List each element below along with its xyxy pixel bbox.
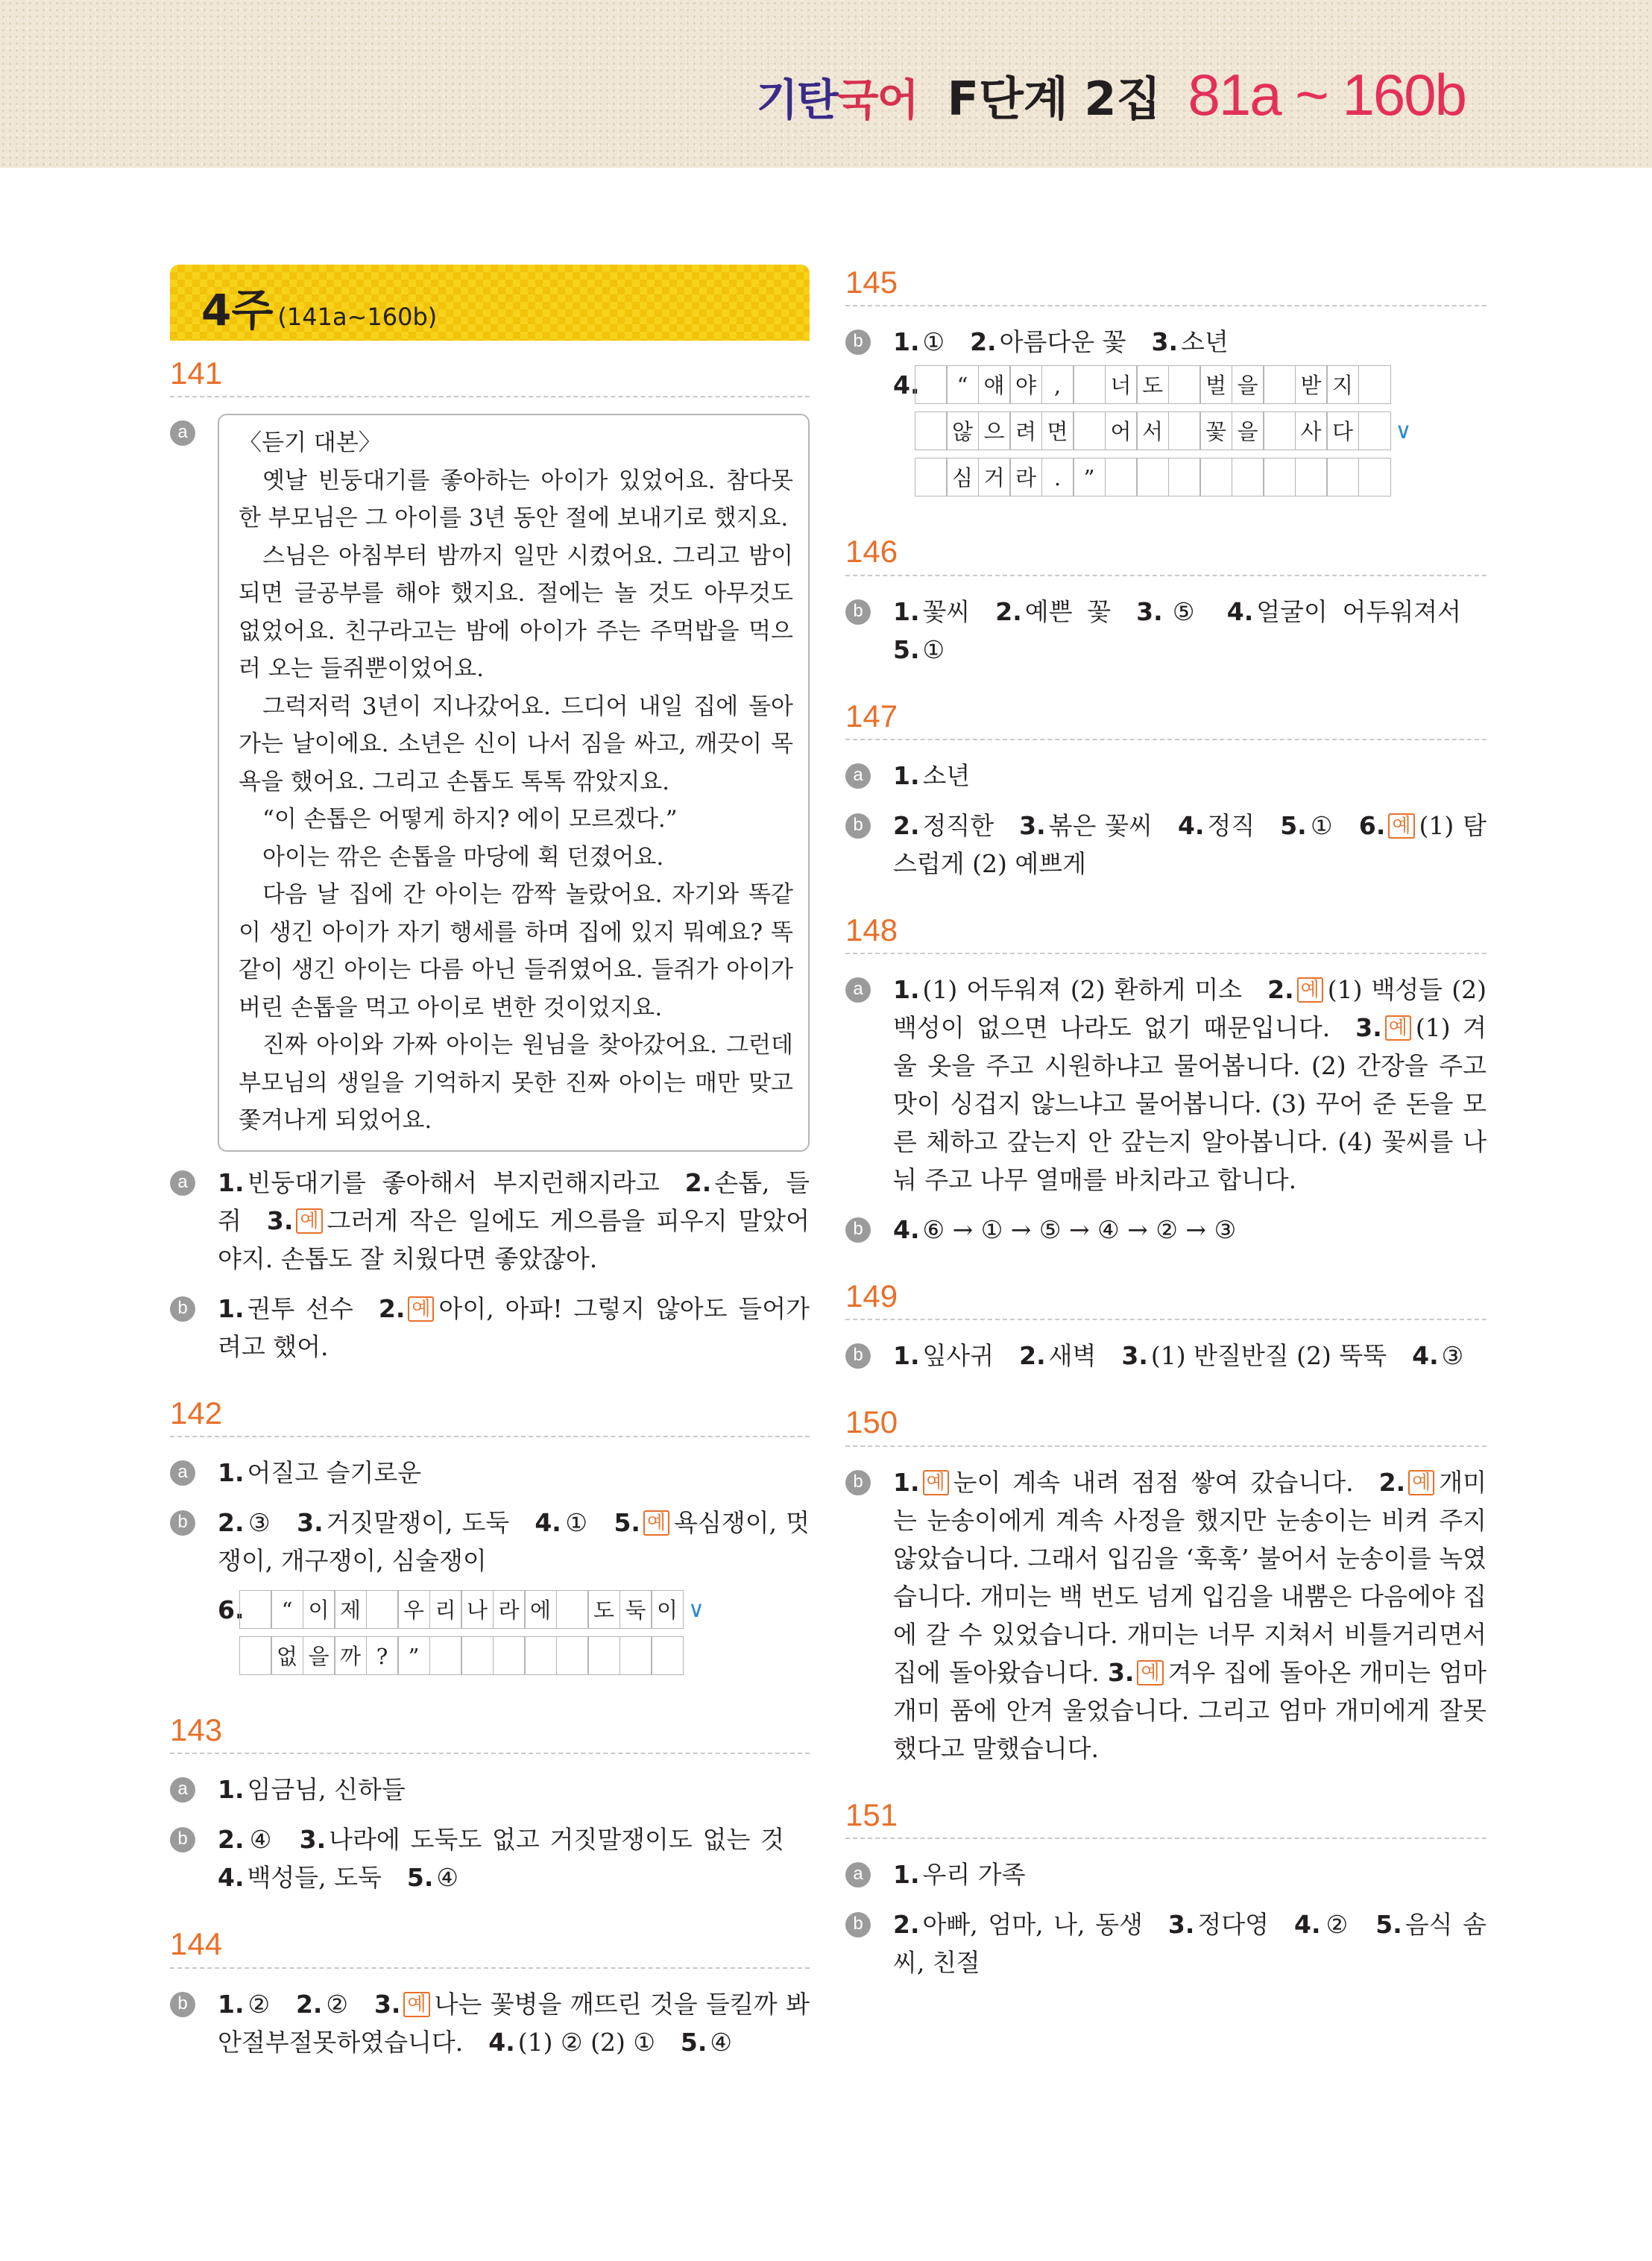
script-paragraph: 스님은 아침부터 밤까지 일만 시켰어요. 그리고 밤이 되면 글공부를 해야 했지요. 절에는 놀 것도 아무것도 없었어요. 친구라고는 밤에 아이가 주는 주먹밥을 먹으러 오는 들쥐뿐이었어요. — [239, 542, 793, 683]
grid-cell — [1263, 365, 1296, 404]
grid-cell — [1168, 411, 1201, 450]
grid-cell: 받 — [1295, 365, 1328, 404]
manuscript-grid-row — [893, 411, 1487, 450]
grid-cell — [1295, 458, 1328, 496]
answer-text: 1. 빈둥대기를 좋아해서 부지런해지라고 2. 손톱, 들쥐 3. 예 그러게 작은 일에도 게으름을 피우지 말았어야지. 손톱도 잘 치웠다면 좋았잖아. — [218, 1167, 810, 1273]
grid-cell: ” — [1073, 458, 1106, 496]
grid-cell: 이 — [303, 1590, 335, 1629]
grid-cell — [1232, 458, 1264, 496]
answer-text: 1. 우리 가족 — [893, 1860, 1026, 1890]
script-title: 〈듣기 대본〉 — [239, 429, 382, 457]
example-mark: 예 — [643, 1510, 669, 1536]
grid-cell: 거 — [978, 458, 1011, 496]
grid-cell: “ — [946, 365, 979, 404]
grid-cell — [524, 1636, 557, 1675]
right-column — [845, 265, 1487, 2011]
answer-row-a — [845, 757, 1487, 795]
grid-cell: 않 — [946, 411, 979, 450]
spacing-mark: ∨ — [688, 1596, 704, 1623]
answer-text: 1. 잎사귀 2. 새벽 3. (1) 반질반질 (2) 뚝뚝 4. ③ — [893, 1341, 1464, 1371]
grid-cell: 서 — [1136, 411, 1169, 450]
answer-row-b — [845, 323, 1487, 504]
badge-a: a — [170, 420, 195, 446]
grid-cell: , — [1041, 365, 1074, 404]
example-mark: 예 — [1388, 813, 1414, 839]
badge-b: b — [845, 1217, 871, 1243]
script-paragraph: 그럭저럭 3년이 지나갔어요. 드디어 내일 집에 돌아가는 날이에요. 소년은 신이 나서 짐을 싸고, 깨끗이 목욕을 했어요. 그리고 손톱도 톡톡 깎았지요. — [239, 693, 793, 795]
grid-cell: ” — [397, 1636, 430, 1675]
grid-cell: 얘 — [978, 365, 1011, 404]
answer-row-a — [845, 1855, 1487, 1893]
grid-cell — [1199, 458, 1232, 496]
book-title — [757, 61, 1652, 136]
left-column — [170, 265, 810, 2091]
grid-cell — [651, 1636, 684, 1675]
grid-cell — [915, 458, 948, 496]
badge-b: b — [170, 1510, 195, 1536]
grid-cell: 을 — [1232, 365, 1264, 404]
answer-text: 1. 꽃씨 2. 예쁜 꽃 3. ⑤ 4. 얼굴이 어두워져서5. ① — [893, 596, 1461, 664]
grid-cell: 에 — [524, 1590, 557, 1629]
grid-cell — [587, 1636, 620, 1675]
manuscript-grid — [915, 365, 1391, 404]
section-150 — [845, 1404, 1487, 1767]
answer-text: 1. ① 2. 아름다운 꽃 3. 소년 4. “ 얘 야 , 너 도 벌 을 받 지 않 으 려 면 어 서 꽃 을 사 다 ∨ 심 거 라 . ” — [893, 323, 1487, 504]
section-number: 142 — [170, 1396, 810, 1437]
grid-cell: 어 — [1105, 411, 1138, 450]
grid-cell: 심 — [946, 458, 979, 496]
answer-text: 2. 아빠, 엄마, 나, 동생 3. 정다영 4. ② 5. 음식 솜씨, 친절 — [893, 1910, 1487, 1978]
section-143 — [170, 1712, 810, 1896]
section-number: 148 — [845, 912, 1487, 954]
week-range: (141a~160b) — [277, 303, 438, 331]
page-header — [0, 0, 1652, 168]
manuscript-grid-row — [218, 1636, 810, 1675]
section-number: 143 — [170, 1712, 810, 1754]
manuscript-grid — [240, 1590, 684, 1629]
badge-a: a — [845, 1862, 871, 1888]
script-paragraph: 옛날 빈둥대기를 좋아하는 아이가 있었어요. 참다못한 부모님은 그 아이를 3년 동안 절에 보내기로 했지요. — [239, 467, 793, 532]
badge-b: b — [170, 1827, 195, 1852]
spacing-mark: ∨ — [1395, 417, 1412, 444]
manuscript-grid — [915, 458, 1391, 496]
section-number: 145 — [845, 265, 1487, 306]
grid-cell — [1105, 458, 1138, 496]
grid-cell: 제 — [334, 1590, 367, 1629]
grid-cell: 우 — [397, 1590, 430, 1629]
grid-cell: 도 — [587, 1590, 620, 1629]
example-mark: 예 — [1137, 1660, 1163, 1685]
book-stage: F단계 2집 — [947, 72, 1161, 126]
manuscript-grid-row: 6. “ 이 제 우 리 나 라 에 도 둑 이 ∨ — [218, 1590, 810, 1629]
section-148 — [845, 912, 1487, 1249]
section-144 — [170, 1926, 810, 2060]
grid-cell — [915, 365, 948, 404]
grid-cell: 으 — [978, 411, 1011, 450]
answer-text: 1. 소년 — [893, 760, 971, 790]
answer-row-b — [845, 1211, 1487, 1249]
answer-row-a — [170, 1454, 810, 1492]
grid-cell — [915, 411, 948, 450]
example-mark: 예 — [408, 1296, 434, 1322]
listening-script — [218, 414, 810, 1152]
grid-cell — [620, 1636, 652, 1675]
page-range: 81a ~ 160b — [1188, 62, 1466, 127]
answer-text: 1. 임금님, 신하들 — [218, 1775, 406, 1805]
grid-cell: 리 — [429, 1590, 462, 1629]
badge-b: b — [845, 1912, 871, 1937]
grid-cell: 너 — [1105, 365, 1138, 404]
answer-row-b — [845, 1463, 1487, 1768]
badge-b: b — [845, 599, 871, 625]
badge-a: a — [845, 977, 871, 1003]
example-mark: 예 — [1408, 1470, 1434, 1495]
grid-cell: 꽃 — [1199, 411, 1232, 450]
example-mark: 예 — [1385, 1015, 1411, 1041]
grid-cell — [1263, 458, 1296, 496]
grid-cell — [461, 1636, 494, 1675]
example-mark: 예 — [296, 1208, 322, 1234]
answer-row-a — [845, 971, 1487, 1199]
section-number: 144 — [170, 1926, 810, 1968]
grid-cell: 사 — [1295, 411, 1328, 450]
grid-cell: 라 — [493, 1590, 526, 1629]
answer-row-b — [170, 1820, 810, 1896]
badge-a: a — [845, 763, 871, 789]
answer-row-b — [845, 1905, 1487, 1981]
grid-cell — [429, 1636, 462, 1675]
grid-cell — [239, 1590, 272, 1629]
grid-cell — [366, 1590, 399, 1629]
section-number: 146 — [845, 534, 1487, 576]
answer-text: 1. ② 2. ② 3. 예 나는 꽃병을 깨뜨린 것을 들킬까 봐 안절부절못하였습니다. 4. (1) ② (2) ① 5. ④ — [218, 1989, 810, 2057]
section-142 — [170, 1396, 810, 1683]
section-145 — [845, 265, 1487, 504]
week-banner — [170, 265, 810, 341]
grid-cell — [556, 1636, 589, 1675]
answer-text: 2. ③ 3. 거짓말쟁이, 도둑 4. ① 5. 예 욕심쟁이, 멋쟁이, 개구쟁이, 심술쟁이 6. “ 이 제 우 리 나 라 에 도 둑 이 ∨ 없 을 까 ? ” — [218, 1504, 810, 1683]
answer-text: 2. 정직한 3. 볶은 꽃씨 4. 정직 5. ① 6. 예 (1) 탐스럽게 (2) 예쁘게 — [893, 810, 1487, 878]
badge-b: b — [845, 329, 871, 355]
manuscript-grid — [915, 411, 1391, 450]
script-paragraph: 진짜 아이와 가짜 아이는 원님을 찾아갔어요. 그런데 부모님의 생일을 기억하지 못한 진짜 아이는 매만 맞고 쫓겨나게 되었어요. — [239, 1032, 793, 1135]
badge-b: b — [170, 1992, 195, 2017]
section-141 — [170, 356, 810, 1366]
answer-row-b — [845, 807, 1487, 883]
script-paragraph: 아이는 깎은 손톱을 마당에 휙 던졌어요. — [262, 843, 664, 871]
answer-row-b — [170, 1985, 810, 2061]
answer-text: 1. 어질고 슬기로운 — [218, 1458, 422, 1488]
grid-cell — [1358, 458, 1391, 496]
section-number: 141 — [170, 356, 810, 397]
badge-b: b — [845, 1470, 871, 1495]
grid-cell — [1136, 458, 1169, 496]
badge-a: a — [170, 1777, 195, 1803]
grid-cell — [1168, 365, 1201, 404]
grid-cell: . — [1041, 458, 1074, 496]
grid-cell: ? — [366, 1636, 399, 1675]
grid-cell — [239, 1636, 272, 1675]
answer-row-a — [170, 1770, 810, 1809]
answer-row-b — [170, 1504, 810, 1683]
manuscript-grid — [240, 1636, 684, 1675]
answer-row-b — [170, 1290, 810, 1366]
grid-cell: 라 — [1009, 458, 1042, 496]
grid-cell — [1073, 365, 1106, 404]
grid-cell: 둑 — [620, 1590, 652, 1629]
answer-row-b — [845, 1337, 1487, 1375]
example-mark: 예 — [923, 1470, 949, 1495]
grid-cell: 을 — [1232, 411, 1264, 450]
section-number: 149 — [845, 1278, 1487, 1320]
section-147 — [845, 699, 1487, 883]
grid-cell — [493, 1636, 526, 1675]
grid-cell — [1326, 458, 1359, 496]
section-number: 151 — [845, 1797, 1487, 1839]
badge-b: b — [170, 1296, 195, 1322]
badge-a: a — [170, 1170, 195, 1196]
section-number: 150 — [845, 1404, 1487, 1446]
grid-cell: 나 — [461, 1590, 494, 1629]
grid-cell: 없 — [271, 1636, 303, 1675]
week-title: 4주 — [201, 285, 274, 335]
section-149 — [845, 1278, 1487, 1375]
grid-cell: 이 — [651, 1590, 684, 1629]
grid-cell — [1073, 411, 1106, 450]
grid-cell: 도 — [1136, 365, 1169, 404]
answer-text: 1. 예 눈이 계속 내려 점점 쌓여 갔습니다. 2. 예 개미는 눈송이에게 계속 사정을 했지만 눈송이는 비켜 주지 않았습니다. 그래서 입김을 ‘훅훅’ 불어서 눈송이를 녹였습니다. 개미는 백 번도 넘게 입김을 내뿜은 다음에야 집에 갈 수 있었습니다. 개미는 너무 지쳐서 비틀거리면서 집에 돌아왔습니다. 3. 예 겨우 집에 돌아온 개미는 엄마 개미 품에 안겨 울었습니다. 그리고 엄마 개미에게 잘못했다고 말했습니다. — [893, 1467, 1487, 1763]
grid-cell — [1358, 411, 1391, 450]
badge-a: a — [170, 1460, 195, 1486]
grid-cell — [556, 1590, 589, 1629]
grid-cell: 을 — [303, 1636, 335, 1675]
script-paragraph: 다음 날 집에 간 아이는 깜짝 놀랐어요. 자기와 똑같이 생긴 아이가 자기 행세를 하며 집에 있지 뭐예요? 똑같이 생긴 아이는 다름 아닌 들쥐였어요. 들쥐가 아이가 버린 손톱을 먹고 아이로 변한 것이었지요. — [239, 881, 793, 1021]
answer-row-b — [845, 593, 1487, 669]
badge-b: b — [845, 813, 871, 839]
section-151 — [845, 1797, 1487, 1981]
grid-cell: 다 — [1326, 411, 1359, 450]
grid-cell: 지 — [1326, 365, 1359, 404]
answer-text: 2. ④ 3. 나라에 도둑도 없고 거짓말쟁이도 없는 것4. 백성들, 도둑 5. ④ — [218, 1825, 784, 1893]
grid-cell: 려 — [1009, 411, 1042, 450]
script-paragraph: “이 손톱은 어떻게 하지? 에이 모르겠다.” — [262, 806, 678, 833]
grid-cell — [1263, 411, 1296, 450]
manuscript-grid-row: 4. “ 얘 야 , 너 도 벌 을 받 지 — [893, 365, 1487, 404]
grid-cell — [1168, 458, 1201, 496]
answer-row-a — [170, 1164, 810, 1278]
section-number: 147 — [845, 699, 1487, 740]
answer-text: 1. 권투 선수 2. 예 아이, 아파! 그렇지 않아도 들어가려고 했어. — [218, 1293, 810, 1361]
grid-cell: 야 — [1009, 365, 1042, 404]
answer-text: 1. (1) 어두워져 (2) 환하게 미소 2. 예 (1) 백성들 (2) 백성이 없으면 나라도 없기 때문입니다. 3. 예 (1) 겨울 옷을 주고 시원하냐고 물어봅니다. (2) 간장을 주고 맛이 싱겁지 않느냐고 물어봅니다. (3) 꾸어 준 돈을 모른 체하고 갚는지 안 갚는지 알아봅니다. (4) 꽃씨를 나눠 주고 나무 열매를 바치라고 합니다. — [893, 975, 1487, 1195]
grid-cell: 면 — [1041, 411, 1074, 450]
manuscript-grid-row — [893, 458, 1487, 496]
example-mark: 예 — [403, 1992, 429, 2017]
grid-cell: “ — [271, 1590, 303, 1629]
grid-cell — [1358, 365, 1391, 404]
brand-logo: 기탄국어 — [756, 75, 918, 125]
answer-text: 4. ⑥ → ① → ⑤ → ④ → ② → ③ — [893, 1215, 1237, 1245]
grid-cell: 까 — [334, 1636, 367, 1675]
answer-row-a — [170, 414, 810, 1152]
section-146 — [845, 534, 1487, 668]
example-mark: 예 — [1297, 977, 1323, 1003]
badge-b: b — [845, 1343, 871, 1369]
grid-cell: 벌 — [1199, 365, 1232, 404]
